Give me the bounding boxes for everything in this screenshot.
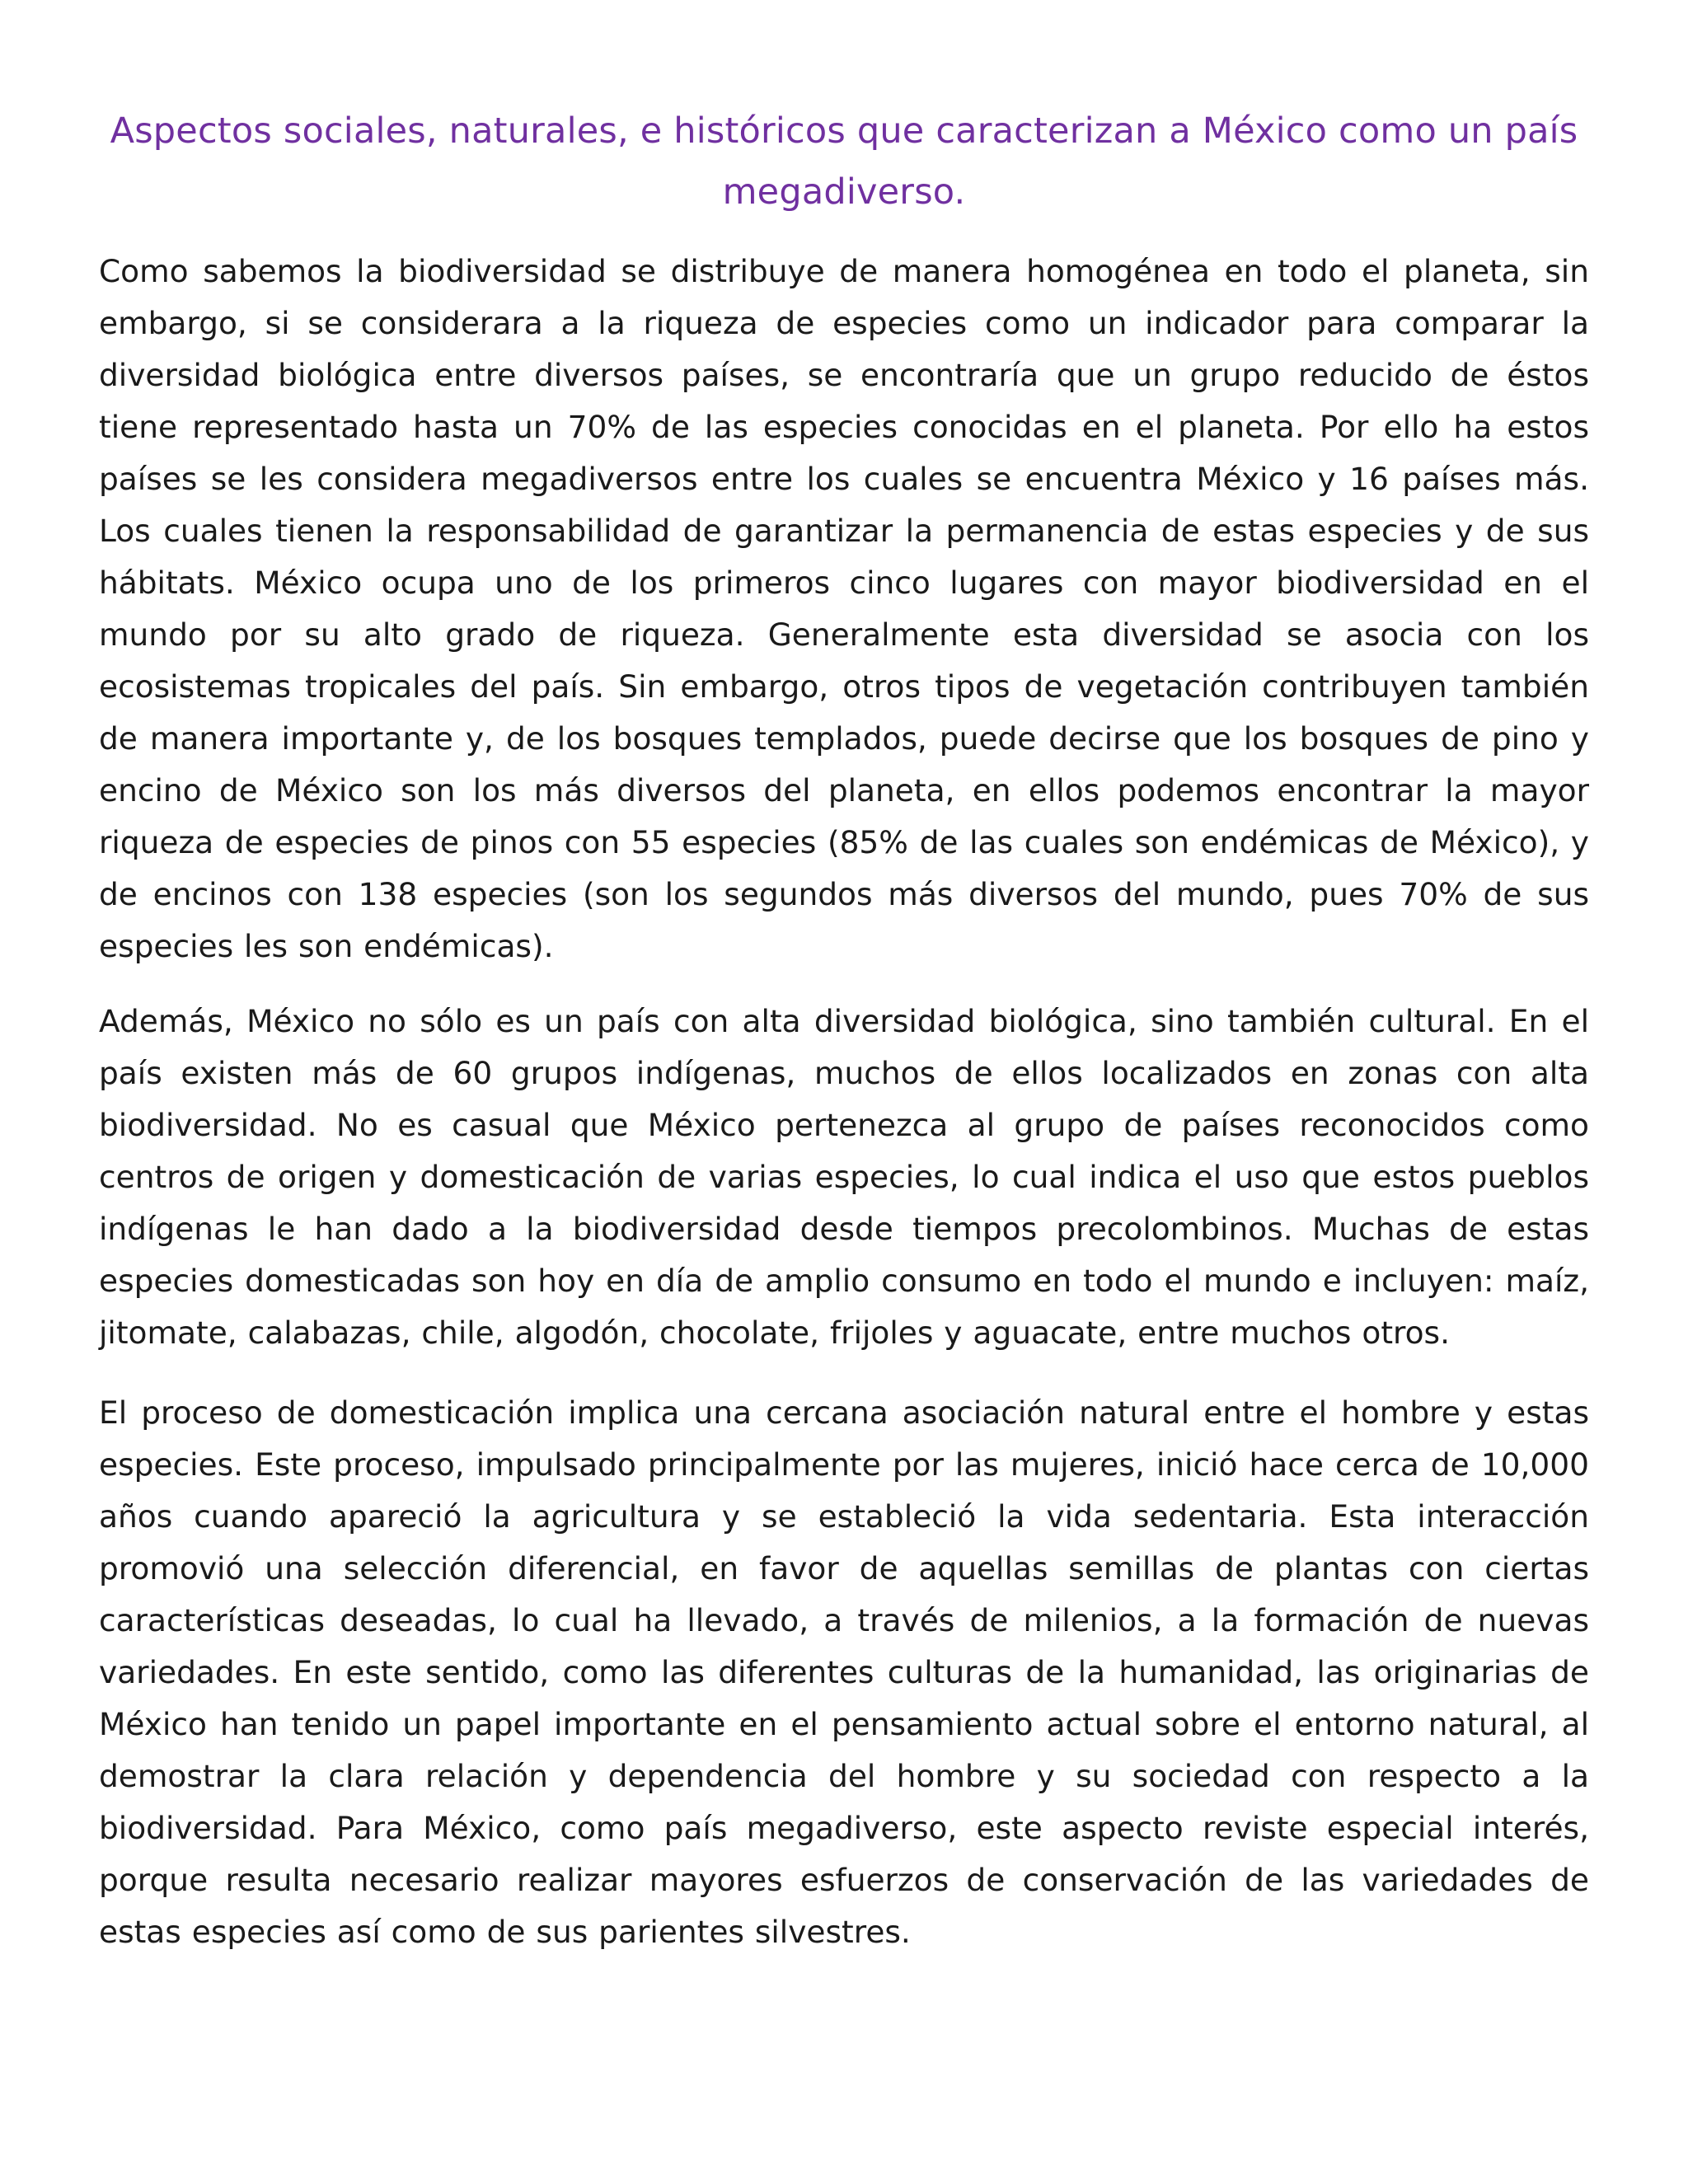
paragraph-biodiversity: Como sabemos la biodiversidad se distribuye de manera homogénea en todo el planeta, sin embargo, si se considerara a la riqueza de especies como un indicador para comparar la diversidad biológica entre diversos países, se encontraría que un grupo reducido de éstos tiene representado hasta un 70% de las especies conocidas en el planeta. Por ello ha estos países se les considera megadiversos entre los cuales se encuentra México y 16 países más. Los cuales tienen la responsabilidad de garantizar la permanencia de estas especies y de sus hábitats. México ocupa uno de los primeros cinco lugares con mayor biodiversidad en el mundo por su alto grado de riqueza. Generalmente esta diversidad se asocia con los ecosistemas tropicales del país. Sin embargo, otros tipos de vegetación contribuyen también de manera importante y, de los bosques templados, puede decirse que los bosques de pino y encino de México son los más diversos del planeta, en ellos podemos encontrar la mayor riqueza de especies de pinos con 55 especies (85% de las cuales son endémicas de México), y de encinos con 138 especies (son los segundos más diversos del mundo, pues 70% de sus especies les son endémicas). (99, 253, 1589, 964)
paragraph-cultural-diversity: Además, México no sólo es un país con alta diversidad biológica, sino también cultural. En el país existen más de 60 grupos indígenas, muchos de ellos localizados en zonas con alta biodiversidad. No es casual que México pertenezca al grupo de países reconocidos como centros de origen y domesticación de varias especies, lo cual indica el uso que estos pueblos indígenas le han dado a la biodiversidad desde tiempos precolombinos. Muchas de estas especies domesticadas son hoy en día de amplio consumo en todo el mundo e incluyen: maíz, jitomate, calabazas, chile, algodón, chocolate, frijoles y aguacate, entre muchos otros. (99, 1003, 1589, 1351)
document-title: Aspectos sociales, naturales, e históricos que caracterizan a México como un país megadiverso. (110, 110, 1578, 213)
paragraph-domestication: El proceso de domesticación implica una cercana asociación natural entre el hombre y estas especies. Este proceso, impulsado principalmente por las mujeres, inició hace cerca de 10,000 años cuando apareció la agricultura y se estableció la vida sedentaria. Esta interacción promovió una selección diferencial, en favor de aquellas semillas de plantas con ciertas características deseadas, lo cual ha llevado, a través de milenios, a la formación de nuevas variedades. En este sentido, como las diferentes culturas de la humanidad, las originarias de México han tenido un papel importante en el pensamiento actual sobre el entorno natural, al demostrar la clara relación y dependencia del hombre y su sociedad con respecto a la biodiversidad. Para México, como país megadiverso, este aspecto reviste especial interés, porque resulta necesario realizar mayores esfuerzos de conservación de las variedades de estas especies así como de sus parientes silvestres. (99, 1394, 1589, 1950)
